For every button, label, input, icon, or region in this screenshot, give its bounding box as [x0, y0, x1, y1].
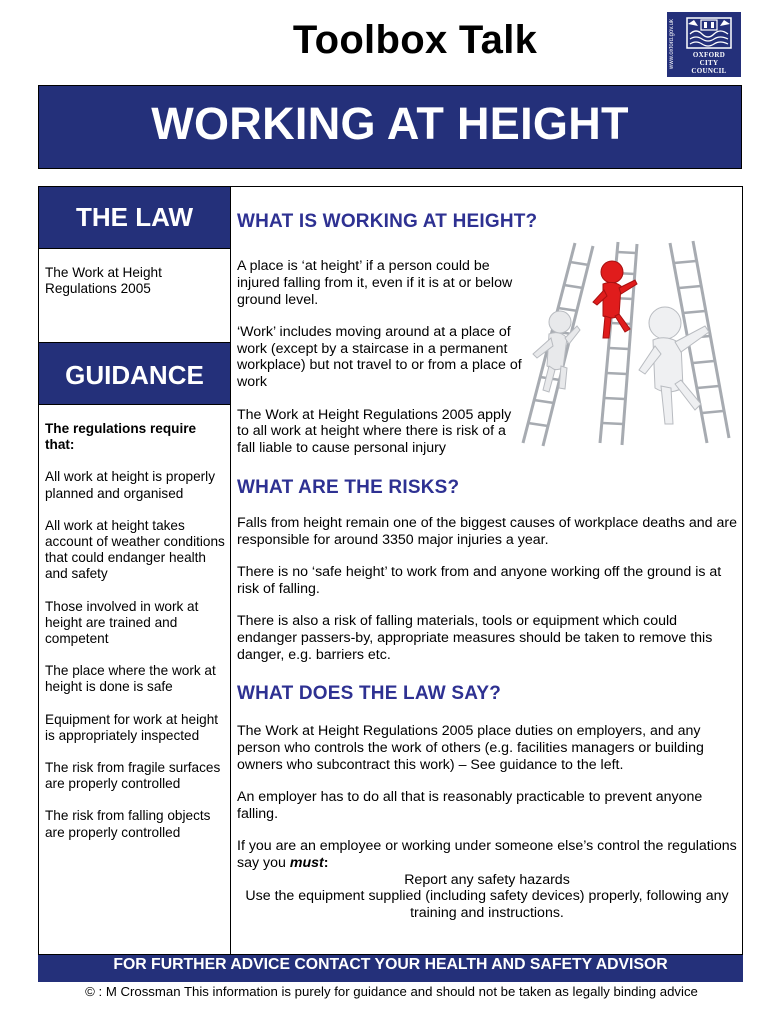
- list-item: The risk from fragile surfaces are properly controlled: [45, 760, 221, 792]
- list-item: All work at height is properly planned and organised: [45, 469, 215, 501]
- list-item: Equipment for work at height is appropriately inspected: [45, 711, 219, 743]
- section-heading-law-say: WHAT DOES THE LAW SAY?: [237, 683, 502, 704]
- crest-icon: [684, 16, 734, 52]
- duty-item: Report any safety hazards: [404, 871, 570, 888]
- logo-url-text: www.oxford.gov.uk: [669, 19, 675, 69]
- section1-body: [237, 258, 522, 472]
- column-divider: [230, 186, 231, 955]
- duty-item: Use the equipment supplied (including safety devices) properly, following any training and instructions.: [245, 888, 729, 922]
- banner-title: WORKING AT HEIGHT: [151, 98, 629, 149]
- paragraph: An employer has to do all that is reasonably practicable to prevent anyone falling.: [237, 788, 703, 822]
- guidance-list: [45, 421, 225, 857]
- must-emphasis: must: [289, 854, 324, 871]
- paragraph: There is no ‘safe height’ to work from and anyone working off the ground is at risk of falling.: [237, 564, 722, 597]
- section2-body: [237, 515, 737, 679]
- guidance-intro: The regulations require that:: [45, 421, 197, 453]
- copyright-notice: © : M Crossman This information is purely for guidance and should not be taken as legally binding advice: [85, 984, 698, 999]
- section-heading-what-is: WHAT IS WORKING AT HEIGHT?: [237, 211, 538, 232]
- white-figure-icon: [639, 307, 709, 424]
- logo-name: OXFORD CITY COUNCIL: [691, 51, 727, 75]
- paragraph: There is also a risk of falling materials, tools or equipment which could endanger passers-by, appropriate measures should be taken to remove this danger, e.g. barriers etc.: [237, 613, 713, 663]
- law-text: The Work at Height Regulations 2005: [45, 265, 162, 297]
- footer-advice-bar: FOR FURTHER ADVICE CONTACT YOUR HEALTH AND SAFETY ADVISOR: [38, 955, 743, 982]
- list-item: All work at height takes account of weather conditions that could endanger health and safety: [45, 517, 225, 582]
- oxford-city-council-logo: [667, 12, 741, 77]
- must-paragraph: If you are an employee or working under someone else’s control the regulations say you must:: [237, 837, 737, 871]
- divider: [39, 248, 230, 249]
- list-item: The place where the work at height is done is safe: [45, 663, 216, 695]
- section3-body: [237, 723, 737, 922]
- the-law-heading: THE LAW: [39, 187, 230, 248]
- list-item: Those involved in work at height are trained and competent: [45, 598, 199, 647]
- section-heading-risks: WHAT ARE THE RISKS?: [237, 477, 460, 498]
- paragraph: The Work at Height Regulations 2005 apply to all work at height where there is risk of a fall liable to cause personal injury: [237, 406, 512, 457]
- paragraph: The Work at Height Regulations 2005 place duties on employers, and any person who controls the work of others (e.g. facilities managers or building owners who subcontract this work) – See guidance to the left.: [237, 723, 704, 773]
- paragraph: A place is ‘at height’ if a person could be injured falling from it, even if it is at or below ground level.: [237, 258, 513, 308]
- paragraph: ‘Work’ includes moving around at a place of work (except by a staircase in a permanent workplace) but not travel to or from a place of work: [237, 323, 522, 391]
- guidance-heading: GUIDANCE: [39, 343, 230, 404]
- list-item: The risk from falling objects are properly controlled: [45, 808, 211, 840]
- paragraph: Falls from height remain one of the biggest causes of workplace deaths and are responsible for around 3350 major injuries a year.: [237, 515, 737, 548]
- page-title: Toolbox Talk: [292, 18, 538, 62]
- ladder-climbers-illustration: [515, 238, 740, 448]
- divider: [39, 404, 230, 405]
- employee-duties: [237, 872, 737, 922]
